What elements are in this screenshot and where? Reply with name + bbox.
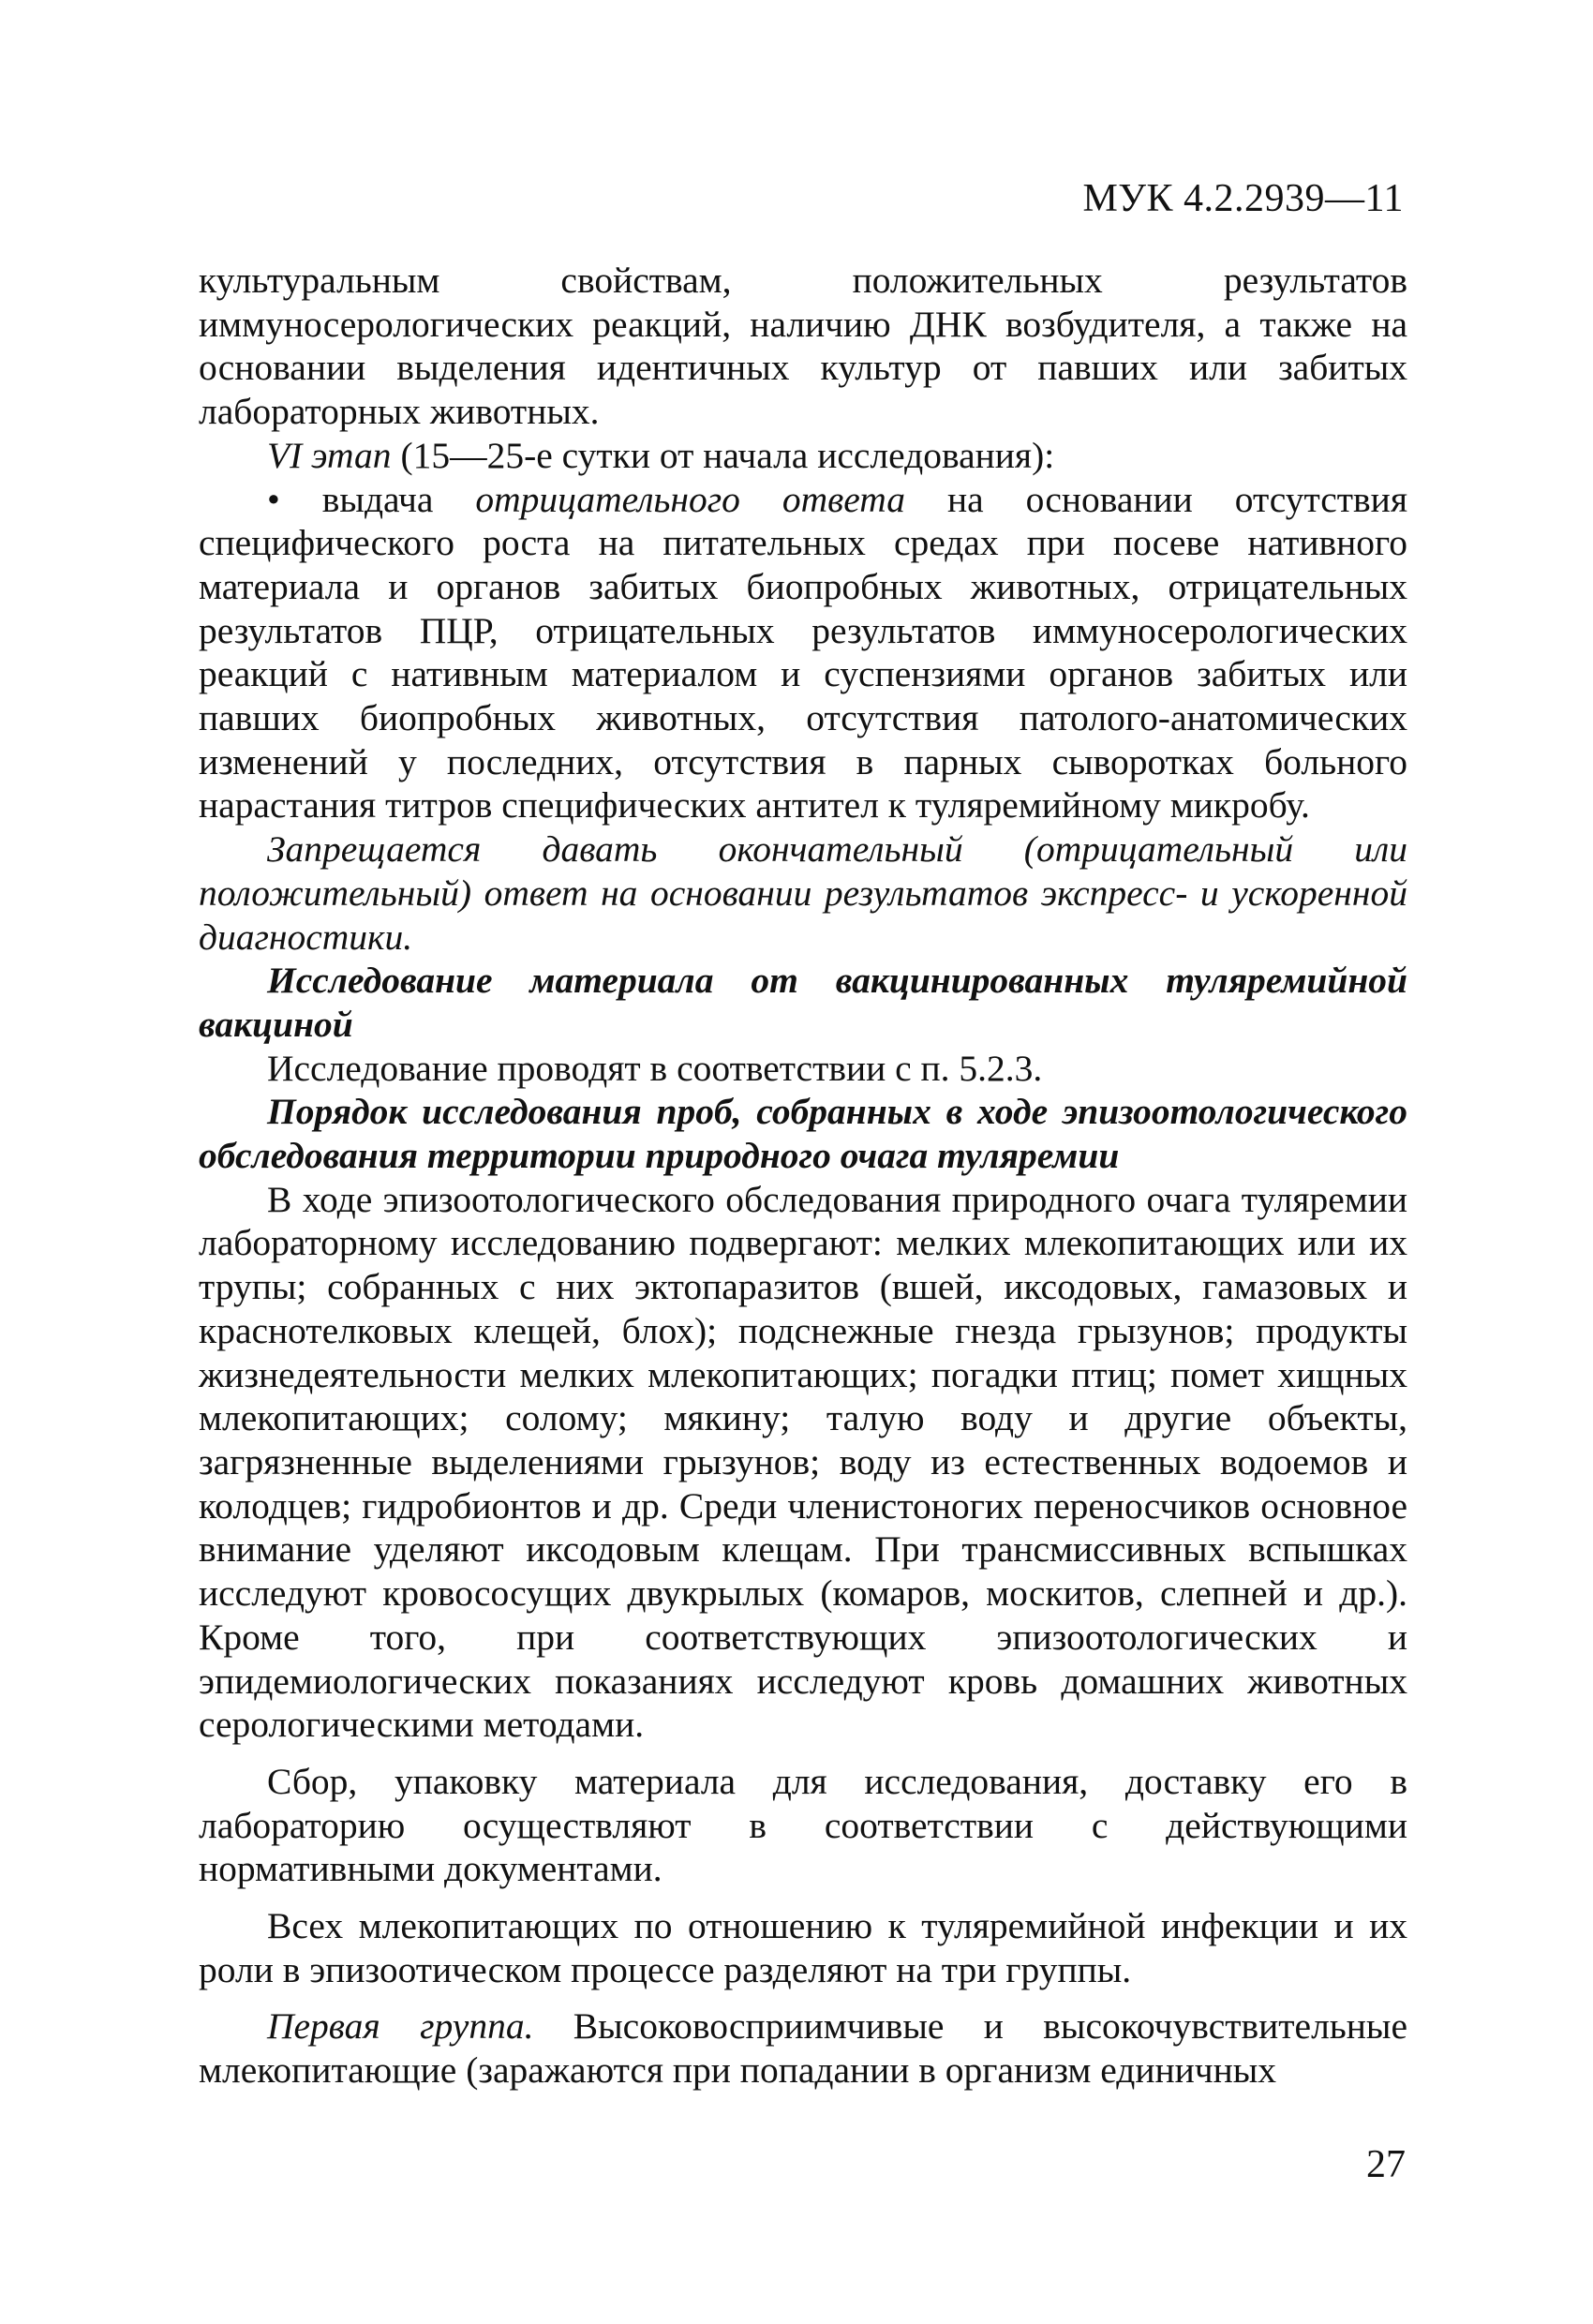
paragraph-mammal-groups: Всех млекопитающих по отношению к туляремийной инфекции и их роли в эпизоотическом процессе разделяют на три группы. [199,1905,1407,1990]
negative-answer-text: на основании отсутствия специфического роста на питательных средах при посеве нативного материала и органов забитых биопробных животных, отрицательных результатов ПЦР, отрицательных результатов иммуносерологических реакций с нативным материалом и суспензиями органов забитых или павших биопробных животных, отсутствия патолого-анатомических изменений у последних, отсутствия в парных сыворотках больного нарастания титров специфических антител к туляремийному микробу. [199,478,1407,827]
paragraph-sample-collection: Сбор, упаковку материала для исследования, доставку его в лабораторию осуществляют в соответствии с действующими нормативными документами. [199,1760,1407,1890]
bullet-marker: • выдача [267,478,476,520]
paragraph-stage-vi [199,434,1407,478]
negative-answer-term: отрицательного ответа [475,478,906,520]
heading-epizootological-survey: Порядок исследования проб, собранных в ходе эпизоотологического обследования территории природного очага туляремии [199,1091,1407,1177]
paragraph-vaccinated-reference: Исследование проводят в соответствии с п. 5.2.3. [267,1047,1043,1089]
paragraph-prohibition-note: Запрещается давать окончательный (отрицательный или положительный) ответ на основании результатов экспресс- и ускоренной диагностики. [199,828,1407,958]
page-number: 27 [1366,2143,1406,2186]
heading-vaccinated-material: Исследование материала от вакцинированных туляремийной вакциной [199,960,1407,1045]
document-code-header: МУК 4.2.2939—11 [1082,177,1404,220]
body-text [199,259,1407,2093]
first-group-label: Первая группа. [267,2005,534,2048]
paragraph-negative-answer [199,478,1407,828]
paragraph-survey-objects: В ходе эпизоотологического обследования природного очага туляремии лабораторному исследованию подвергают: мелких млекопитающих или их трупы; собранных с них эктопаразитов (вшей, иксодовых, гамазовых и краснотелковых клещей, блох); подснежные гнезда грызунов; продукты жизнедеятельности мелких млекопитающих; погадки птиц; помет хищных млекопитающих; солому; мякину; талую воду и другие объекты, загрязненные выделениями грызунов; воду из естественных водоемов и колодцев; гидробионтов и др. Среди членистоногих переносчиков основное внимание уделяют иксодовым клещам. При трансмиссивных вспышках исследуют кровососущих двукрылых (комаров, москитов, слепней и др.). Кроме того, при соответствующих эпизоотологических и эпидемиологических показаниях исследуют кровь домашних животных серологическими методами. [199,1178,1407,1746]
paragraph-cultural-properties: культуральным свойствам, положительных результатов иммуносерологических реакций, наличию ДНК возбудителя, а также на основании выделения идентичных культур от павших или забитых лабораторных животных. [199,260,1407,433]
stage-vi-label: VI этап [267,434,392,476]
first-group-text: Высоковосприимчивые и высокочувствительные млекопитающие (заражаются при попадании в организм единичных [199,2005,1408,2092]
paragraph-first-group [199,2004,1407,2092]
stage-vi-timing: (15—25-е сутки от начала исследования): [391,434,1055,476]
